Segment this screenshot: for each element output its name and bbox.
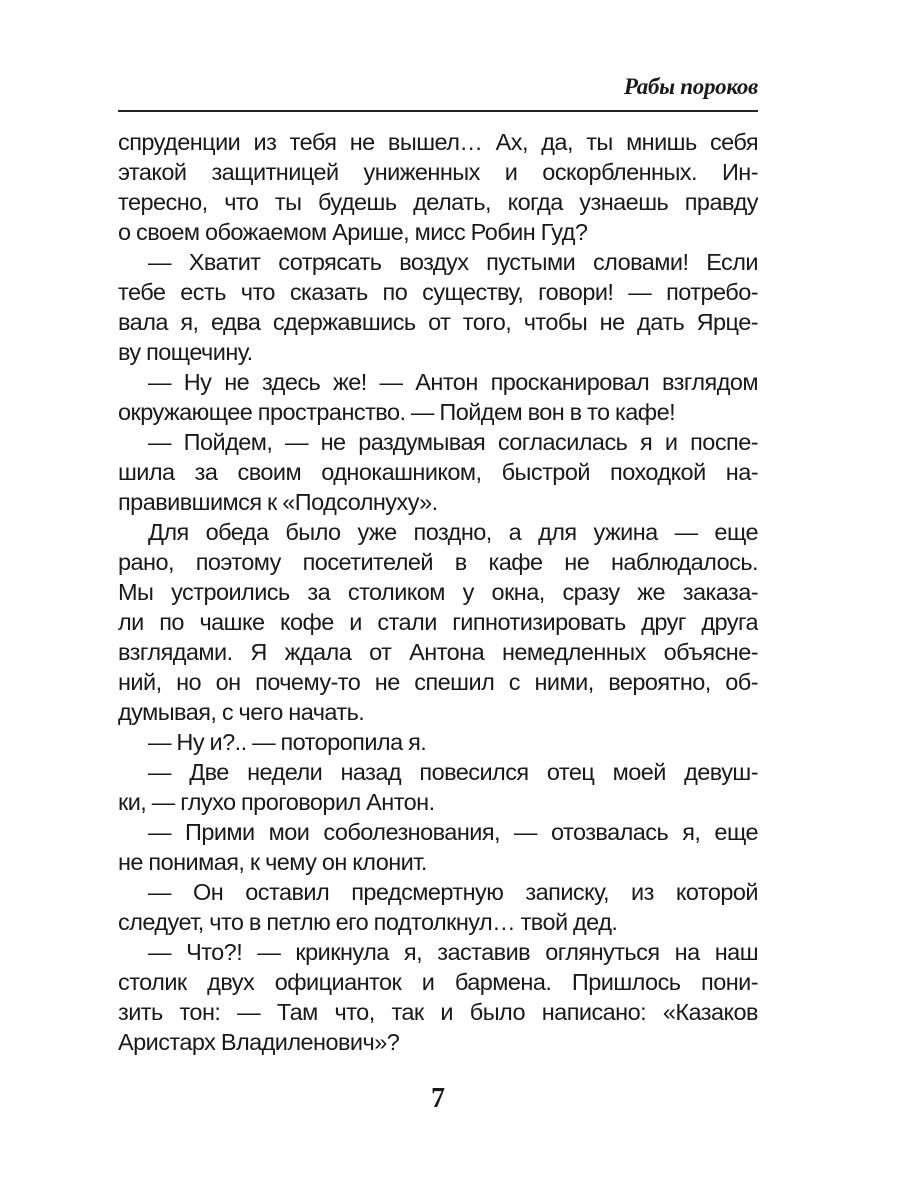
text-line: следует, что в петлю его подтолкнул… твой дед. (118, 909, 618, 935)
header-rule (118, 110, 758, 112)
text-line: — Ну не здесь же! — Антон просканировал взглядом (148, 369, 758, 395)
running-head: Рабы пороков (623, 74, 758, 99)
text-line: о своем обожаемом Арише, мисс Робин Гуд? (118, 219, 588, 245)
text-line: тересно, что ты будешь делать, когда узнаешь правду (118, 189, 758, 215)
text-line: ний, но он почему-то не спешил с ними, вероятно, об- (118, 669, 758, 695)
text-line: шила за своим однокашником, быстрой походкой на- (118, 459, 758, 485)
text-line: Мы устроились за столиком у окна, сразу же заказа- (118, 579, 758, 605)
text-line: взглядами. Я ждала от Антона немедленных объясне- (118, 639, 758, 665)
text-line: столик двух официанток и бармена. Пришлось пони- (118, 969, 758, 995)
body-text (118, 127, 758, 1057)
text-line: Аристарх Владиленович»? (118, 1029, 400, 1055)
text-line: ву пощечину. (118, 339, 253, 365)
page-number: 7 (431, 1083, 445, 1114)
text-line: — Пойдем, — не раздумывая согласилась я и поспе- (148, 429, 758, 455)
text-line: ли по чашке кофе и стали гипнотизировать друг друга (118, 609, 758, 635)
text-line: этакой защитницей униженных и оскорбленных. Ин- (118, 159, 758, 185)
text-line: — Что?! — крикнула я, заставив оглянуться на наш (148, 939, 758, 965)
text-line: думывая, с чего начать. (118, 699, 365, 725)
text-line: зить тон: — Там что, так и было написано: «Казаков (118, 999, 758, 1025)
text-line: — Хватит сотрясать воздух пустыми словами! Если (148, 249, 758, 275)
text-line: — Он оставил предсмертную записку, из которой (148, 879, 758, 905)
text-line: — Две недели назад повесился отец моей девуш- (148, 759, 758, 785)
text-line: окружающее пространство. — Пойдем вон в то кафе! (118, 399, 676, 425)
text-line: тебе есть что сказать по существу, говори! — потребо- (118, 279, 758, 305)
text-line: Для обеда было уже поздно, а для ужина — еще (148, 519, 758, 545)
text-line: спруденции из тебя не вышел… Ах, да, ты мнишь себя (118, 129, 758, 155)
text-line: правившимся к «Подсолнуху». (118, 489, 438, 515)
text-line: — Ну и?.. — поторопила я. (148, 729, 427, 755)
text-line: не понимая, к чему он клонит. (118, 849, 427, 875)
book-page (118, 0, 758, 1200)
text-line: — Прими мои соболезнования, — отозвалась я, еще (148, 819, 758, 845)
text-line: ки, — глухо проговорил Антон. (118, 789, 435, 815)
text-line: вала я, едва сдержавшись от того, чтобы не дать Ярце- (118, 309, 758, 335)
text-line: рано, поэтому посетителей в кафе не наблюдалось. (118, 549, 758, 575)
